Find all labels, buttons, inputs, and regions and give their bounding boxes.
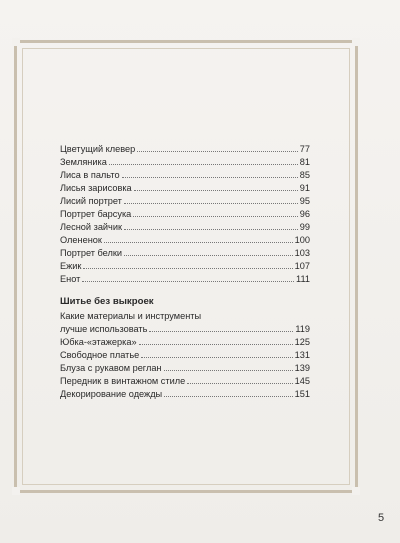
toc-entry-title: Лесной зайчик — [60, 222, 122, 232]
toc-entry-title: Цветущий клевер — [60, 144, 136, 154]
section-title: Шитье без выкроек — [60, 296, 154, 307]
toc-entry — [60, 169, 310, 182]
toc-entry-page: 125 — [294, 337, 310, 347]
toc-entry-title: Енот — [60, 274, 81, 284]
toc-entry — [60, 375, 310, 388]
toc-entry — [60, 273, 310, 286]
toc-entry-page: 81 — [299, 157, 310, 167]
toc-entry-title: Олененок — [60, 235, 102, 245]
toc-entry-page: 91 — [299, 183, 310, 193]
dot-leader — [104, 241, 293, 243]
toc-entry — [60, 323, 310, 336]
dot-leader — [137, 150, 298, 152]
dot-leader — [187, 382, 292, 384]
toc-entry-title: Свободное платье — [60, 350, 140, 360]
frame-corner — [352, 38, 360, 46]
toc-entry-title: Ежик — [60, 261, 82, 271]
toc-entry-page: 119 — [295, 324, 310, 334]
dot-leader — [139, 343, 293, 345]
dot-leader — [122, 176, 298, 178]
dot-leader — [109, 163, 298, 165]
frame-corner — [12, 487, 20, 495]
toc-entry — [60, 195, 310, 208]
toc-entry-page: 96 — [299, 209, 310, 219]
page-number: 5 — [378, 512, 385, 524]
toc-entry — [60, 336, 310, 349]
toc-intro-line: Какие материалы и инструменты — [60, 311, 202, 321]
toc-entry-title: Портрет барсука — [60, 209, 132, 219]
dot-leader — [141, 356, 292, 358]
toc-entry — [60, 234, 310, 247]
toc-entry-title: Передник в винтажном стиле — [60, 376, 186, 386]
toc-entry — [60, 349, 310, 362]
dot-leader — [133, 215, 297, 217]
toc-entry-page: 111 — [296, 274, 310, 284]
toc-entry — [60, 260, 310, 273]
toc-entry — [60, 221, 310, 234]
toc-entry-page: 145 — [294, 376, 310, 386]
dot-leader — [164, 369, 293, 371]
toc-entry-title: Лиса в пальто — [60, 170, 120, 180]
toc-entry-title: Портрет белки — [60, 248, 122, 258]
toc-entry — [60, 208, 310, 221]
toc-entry — [60, 388, 310, 401]
toc-entry — [60, 182, 310, 195]
toc-entry-title: Блуза с рукавом реглан — [60, 363, 162, 373]
toc-entry-page: 85 — [299, 170, 310, 180]
dot-leader — [83, 267, 292, 269]
toc-entry-page: 100 — [294, 235, 310, 245]
toc-entry — [60, 362, 310, 375]
toc-entry-title: Земляника — [60, 157, 107, 167]
dot-leader — [124, 228, 298, 230]
dot-leader — [164, 395, 292, 397]
toc-entry-title: Юбка-«этажерка» — [60, 337, 137, 347]
toc-entry-title: Лисий портрет — [60, 196, 122, 206]
toc-entry-page: 107 — [294, 261, 310, 271]
toc-entry-page: 151 — [294, 389, 310, 399]
toc-entry-title: лучше использовать — [60, 324, 148, 334]
dot-leader — [124, 254, 293, 256]
dot-leader — [82, 280, 294, 282]
toc-entry-page: 99 — [299, 222, 310, 232]
toc-entry-page: 95 — [299, 196, 310, 206]
toc-entry-page: 77 — [299, 144, 310, 154]
toc-entry-title: Декорирование одежды — [60, 389, 163, 399]
dot-leader — [124, 202, 298, 204]
frame-corner — [352, 487, 360, 495]
toc-entry-page: 131 — [294, 350, 310, 360]
toc-entry-page: 139 — [294, 363, 310, 373]
table-of-contents-section — [60, 310, 310, 401]
dot-leader — [134, 189, 298, 191]
dot-leader — [149, 330, 293, 332]
frame-corner — [12, 38, 20, 46]
table-of-contents — [60, 143, 310, 286]
toc-entry-title: Лисья зарисовка — [60, 183, 132, 193]
toc-entry — [60, 156, 310, 169]
toc-entry-page: 103 — [294, 248, 310, 258]
toc-entry — [60, 143, 310, 156]
toc-entry — [60, 247, 310, 260]
